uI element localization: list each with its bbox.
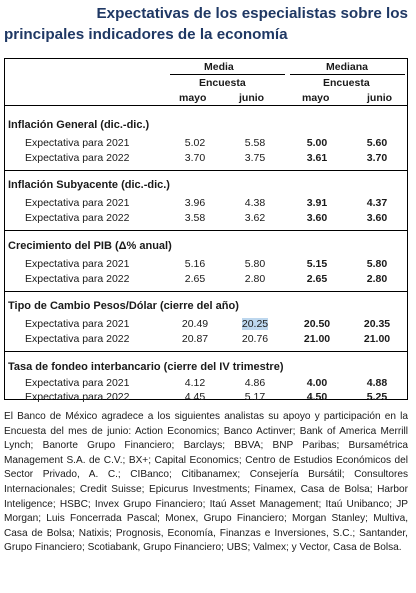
- value-cell: 3.70: [184, 152, 206, 164]
- header-rule: [5, 105, 407, 106]
- value-cell: 20.50: [303, 318, 331, 330]
- value-cell: 4.45: [184, 391, 206, 403]
- value-cell: 20.49: [181, 318, 209, 330]
- section-title: Crecimiento del PIB (Δ% anual): [8, 240, 172, 252]
- value-cell: 5.00: [306, 137, 328, 149]
- page-title: [4, 3, 408, 45]
- value-cell: 21.00: [363, 333, 391, 345]
- row-label: Expectativa para 2022: [25, 152, 130, 164]
- value-cell: 5.60: [366, 137, 388, 149]
- value-cell: 3.75: [244, 152, 266, 164]
- row-label: Expectativa para 2022: [25, 273, 130, 285]
- value-cell: 4.38: [244, 197, 266, 209]
- value-cell: 4.00: [306, 377, 328, 389]
- value-cell: 2.80: [244, 273, 266, 285]
- value-cell: 3.91: [306, 197, 328, 209]
- section-title: Tasa de fondeo interbancario (cierre del IV trimestre): [8, 361, 284, 373]
- mediana-rule: [290, 74, 405, 75]
- section-rule: [5, 351, 407, 352]
- row-label: Expectativa para 2021: [25, 137, 130, 149]
- value-cell: 20.76: [241, 333, 269, 345]
- row-label: Expectativa para 2021: [25, 258, 130, 270]
- value-cell: 2.65: [306, 273, 328, 285]
- month-header: mayo: [302, 92, 330, 104]
- section-rule: [5, 291, 407, 292]
- value-cell: 5.16: [184, 258, 206, 270]
- value-cell: 2.80: [366, 273, 388, 285]
- month-header: junio: [367, 92, 393, 104]
- value-cell: 20.87: [181, 333, 209, 345]
- value-cell: 4.12: [184, 377, 206, 389]
- expectations-table: [4, 58, 408, 403]
- value-cell: 3.96: [184, 197, 206, 209]
- value-cell: 20.35: [363, 318, 391, 330]
- value-cell: 3.60: [366, 212, 388, 224]
- title-line-2: principales indicadores de la economía: [4, 26, 288, 43]
- row-label: Expectativa para 2021: [25, 197, 130, 209]
- media-header: Media: [204, 61, 234, 73]
- highlighted-value: 20.25: [241, 318, 269, 330]
- media-rule: [170, 74, 285, 75]
- value-cell: 2.65: [184, 273, 206, 285]
- row-label: Expectativa para 2021: [25, 377, 130, 389]
- row-label: Expectativa para 2022: [25, 391, 130, 403]
- value-cell: 5.02: [184, 137, 206, 149]
- value-cell: 4.50: [306, 391, 328, 403]
- section-rule: [5, 230, 407, 231]
- section-title: Inflación General (dic.-dic.): [8, 119, 150, 131]
- value-cell: 3.60: [306, 212, 328, 224]
- month-header: junio: [239, 92, 265, 104]
- value-cell: 3.62: [244, 212, 266, 224]
- encuesta-mediana-header: Encuesta: [323, 77, 370, 89]
- value-cell: 5.80: [366, 258, 388, 270]
- mediana-header: Mediana: [326, 61, 369, 73]
- row-label: Expectativa para 2022: [25, 212, 130, 224]
- value-cell: [231, 318, 279, 330]
- value-cell: 5.80: [244, 258, 266, 270]
- value-cell: 3.70: [366, 152, 388, 164]
- value-cell: 4.37: [366, 197, 388, 209]
- title-line-1: Expectativas de los especialistas sobre los: [96, 5, 408, 22]
- value-cell: 5.15: [306, 258, 328, 270]
- value-cell: 5.58: [244, 137, 266, 149]
- value-cell: 21.00: [303, 333, 331, 345]
- value-cell: 4.88: [366, 377, 388, 389]
- value-cell: 4.86: [244, 377, 266, 389]
- encuesta-media-header: Encuesta: [199, 77, 246, 89]
- section-rule: [5, 170, 407, 171]
- month-header: mayo: [179, 92, 207, 104]
- value-cell: 3.58: [184, 212, 206, 224]
- section-title: Tipo de Cambio Pesos/Dólar (cierre del año): [8, 300, 239, 312]
- value-cell: 5.25: [366, 391, 388, 403]
- acknowledgements-paragraph: El Banco de México agradece a los siguientes analistas su apoyo y participación en la Encuesta del mes de junio: Action Economics; Banco Actinver; Bank of America Merrill Lynch; Banorte Grupo Financiero; Barclays; BBVA; BNP Paribas; Bursamétrica Management S.A. de C.V.; BX+; Capital Economics; Centro de Estudios Económicos del Sector Privado, A. C.; CIBanco; Citibanamex; Consejería Bursátil; Consultores Internacionales; Credit Suisse; Epicurus Investments; Finamex, Casa de Bolsa; Harbor Inteligence; HSBC; Invex Grupo Financiero; Itaú Asset Management; Itaú Unibanco; JP Morgan; Luis Foncerrada Pascal; Monex, Grupo Financiero; Morgan Stanley; Multiva, Casa de Bolsa; Natixis; Prognosis, Economía, Finanzas e Inversiones, S.C.; Santander, Grupo Financiero; Scotiabank, Grupo Financiero; UBS; Valmex; y Vector, Casa de Bolsa.: [4, 411, 408, 554]
- value-cell: 3.61: [306, 152, 328, 164]
- section-title: Inflación Subyacente (dic.-dic.): [8, 179, 170, 191]
- row-label: Expectativa para 2021: [25, 318, 130, 330]
- row-label: Expectativa para 2022: [25, 333, 130, 345]
- value-cell: 5.17: [244, 391, 266, 403]
